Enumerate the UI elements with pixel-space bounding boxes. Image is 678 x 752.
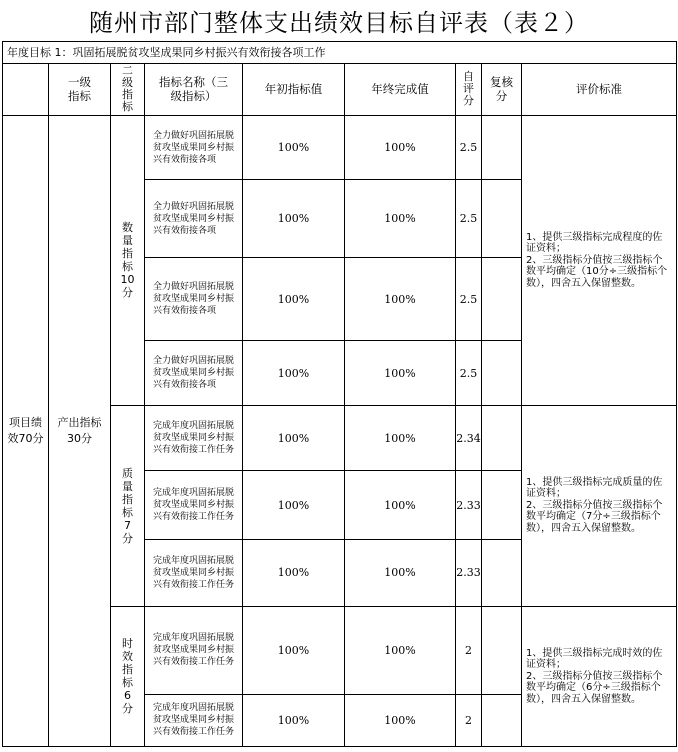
final-value: 100% bbox=[345, 115, 456, 179]
final-value: 100% bbox=[345, 694, 456, 746]
initial-value: 100% bbox=[243, 471, 345, 540]
level2-indicator: 时效指标6分 bbox=[111, 606, 145, 746]
self-score: 2.34 bbox=[456, 405, 482, 471]
performance-table bbox=[2, 41, 677, 747]
self-score: 2.5 bbox=[456, 180, 482, 258]
final-value: 100% bbox=[345, 341, 456, 405]
self-score: 2.5 bbox=[456, 258, 482, 341]
initial-value: 100% bbox=[243, 258, 345, 341]
header-blank bbox=[3, 63, 49, 115]
review-score bbox=[482, 405, 522, 471]
indicator-name: 全力做好巩固拓展脱贫攻坚成果同乡村振兴有效衔接各项 bbox=[145, 341, 243, 405]
header-final-value: 年终完成值 bbox=[345, 63, 456, 115]
level2-indicator: 质量指标7分 bbox=[111, 405, 145, 606]
header-level1: 一级指标 bbox=[49, 63, 111, 115]
category-project-performance: 项目绩效70分 bbox=[3, 115, 49, 746]
evaluation-criteria: 1、提供三级指标完成质量的佐证资料； 2、三级指标分值按三级指标个数平均确定（7分÷三级指标个数），四舍五入保留整数。 bbox=[522, 405, 677, 606]
review-score bbox=[482, 115, 522, 179]
self-score: 2 bbox=[456, 606, 482, 694]
review-score bbox=[482, 694, 522, 746]
self-score: 2.5 bbox=[456, 341, 482, 405]
final-value: 100% bbox=[345, 405, 456, 471]
header-self-score: 自评分 bbox=[456, 63, 482, 115]
evaluation-criteria: 1、提供三级指标完成时效的佐证资料； 2、三级指标分值按三级指标个数平均确定（6分÷三级指标个数），四舍五入保留整数。 bbox=[522, 606, 677, 746]
page-title: 随州市部门整体支出绩效目标自评表（表２） bbox=[89, 9, 589, 37]
header-review-score: 复核分 bbox=[482, 63, 522, 115]
table-row bbox=[3, 115, 677, 179]
indicator-name: 完成年度巩固拓展脱贫攻坚成果同乡村振兴有效衔接工作任务 bbox=[145, 694, 243, 746]
initial-value: 100% bbox=[243, 341, 345, 405]
final-value: 100% bbox=[345, 471, 456, 540]
self-score: 2.33 bbox=[456, 540, 482, 607]
initial-value: 100% bbox=[243, 115, 345, 179]
final-value: 100% bbox=[345, 540, 456, 607]
indicator-name: 完成年度巩固拓展脱贫攻坚成果同乡村振兴有效衔接工作任务 bbox=[145, 471, 243, 540]
indicator-name: 全力做好巩固拓展脱贫攻坚成果同乡村振兴有效衔接各项 bbox=[145, 115, 243, 179]
initial-value: 100% bbox=[243, 606, 345, 694]
header-initial-value: 年初指标值 bbox=[243, 63, 345, 115]
review-score bbox=[482, 540, 522, 607]
annual-goal: 年度目标 1：巩固拓展脱贫攻坚成果同乡村振兴有效衔接各项工作 bbox=[3, 42, 677, 64]
evaluation-criteria: 1、提供三级指标完成程度的佐证资料； 2、三级指标分值按三级指标个数平均确定（10分÷三级指标个数），四舍五入保留整数。 bbox=[522, 115, 677, 405]
review-score bbox=[482, 180, 522, 258]
review-score bbox=[482, 471, 522, 540]
header-level2: 二级指标 bbox=[111, 63, 145, 115]
initial-value: 100% bbox=[243, 540, 345, 607]
header-level3: 指标名称（三级指标） bbox=[145, 63, 243, 115]
level2-indicator: 数量指标10分 bbox=[111, 115, 145, 405]
final-value: 100% bbox=[345, 606, 456, 694]
review-score bbox=[482, 341, 522, 405]
initial-value: 100% bbox=[243, 694, 345, 746]
indicator-name: 完成年度巩固拓展脱贫攻坚成果同乡村振兴有效衔接工作任务 bbox=[145, 606, 243, 694]
final-value: 100% bbox=[345, 180, 456, 258]
level1-output-indicator: 产出指标 30分 bbox=[49, 115, 111, 746]
self-score: 2 bbox=[456, 694, 482, 746]
indicator-name: 全力做好巩固拓展脱贫攻坚成果同乡村振兴有效衔接各项 bbox=[145, 258, 243, 341]
final-value: 100% bbox=[345, 258, 456, 341]
self-score: 2.33 bbox=[456, 471, 482, 540]
indicator-name: 完成年度巩固拓展脱贫攻坚成果同乡村振兴有效衔接工作任务 bbox=[145, 540, 243, 607]
initial-value: 100% bbox=[243, 180, 345, 258]
indicator-name: 全力做好巩固拓展脱贫攻坚成果同乡村振兴有效衔接各项 bbox=[145, 180, 243, 258]
review-score bbox=[482, 606, 522, 694]
review-score bbox=[482, 258, 522, 341]
self-score: 2.5 bbox=[456, 115, 482, 179]
header-criteria: 评价标准 bbox=[522, 63, 677, 115]
initial-value: 100% bbox=[243, 405, 345, 471]
indicator-name: 完成年度巩固拓展脱贫攻坚成果同乡村振兴有效衔接工作任务 bbox=[145, 405, 243, 471]
